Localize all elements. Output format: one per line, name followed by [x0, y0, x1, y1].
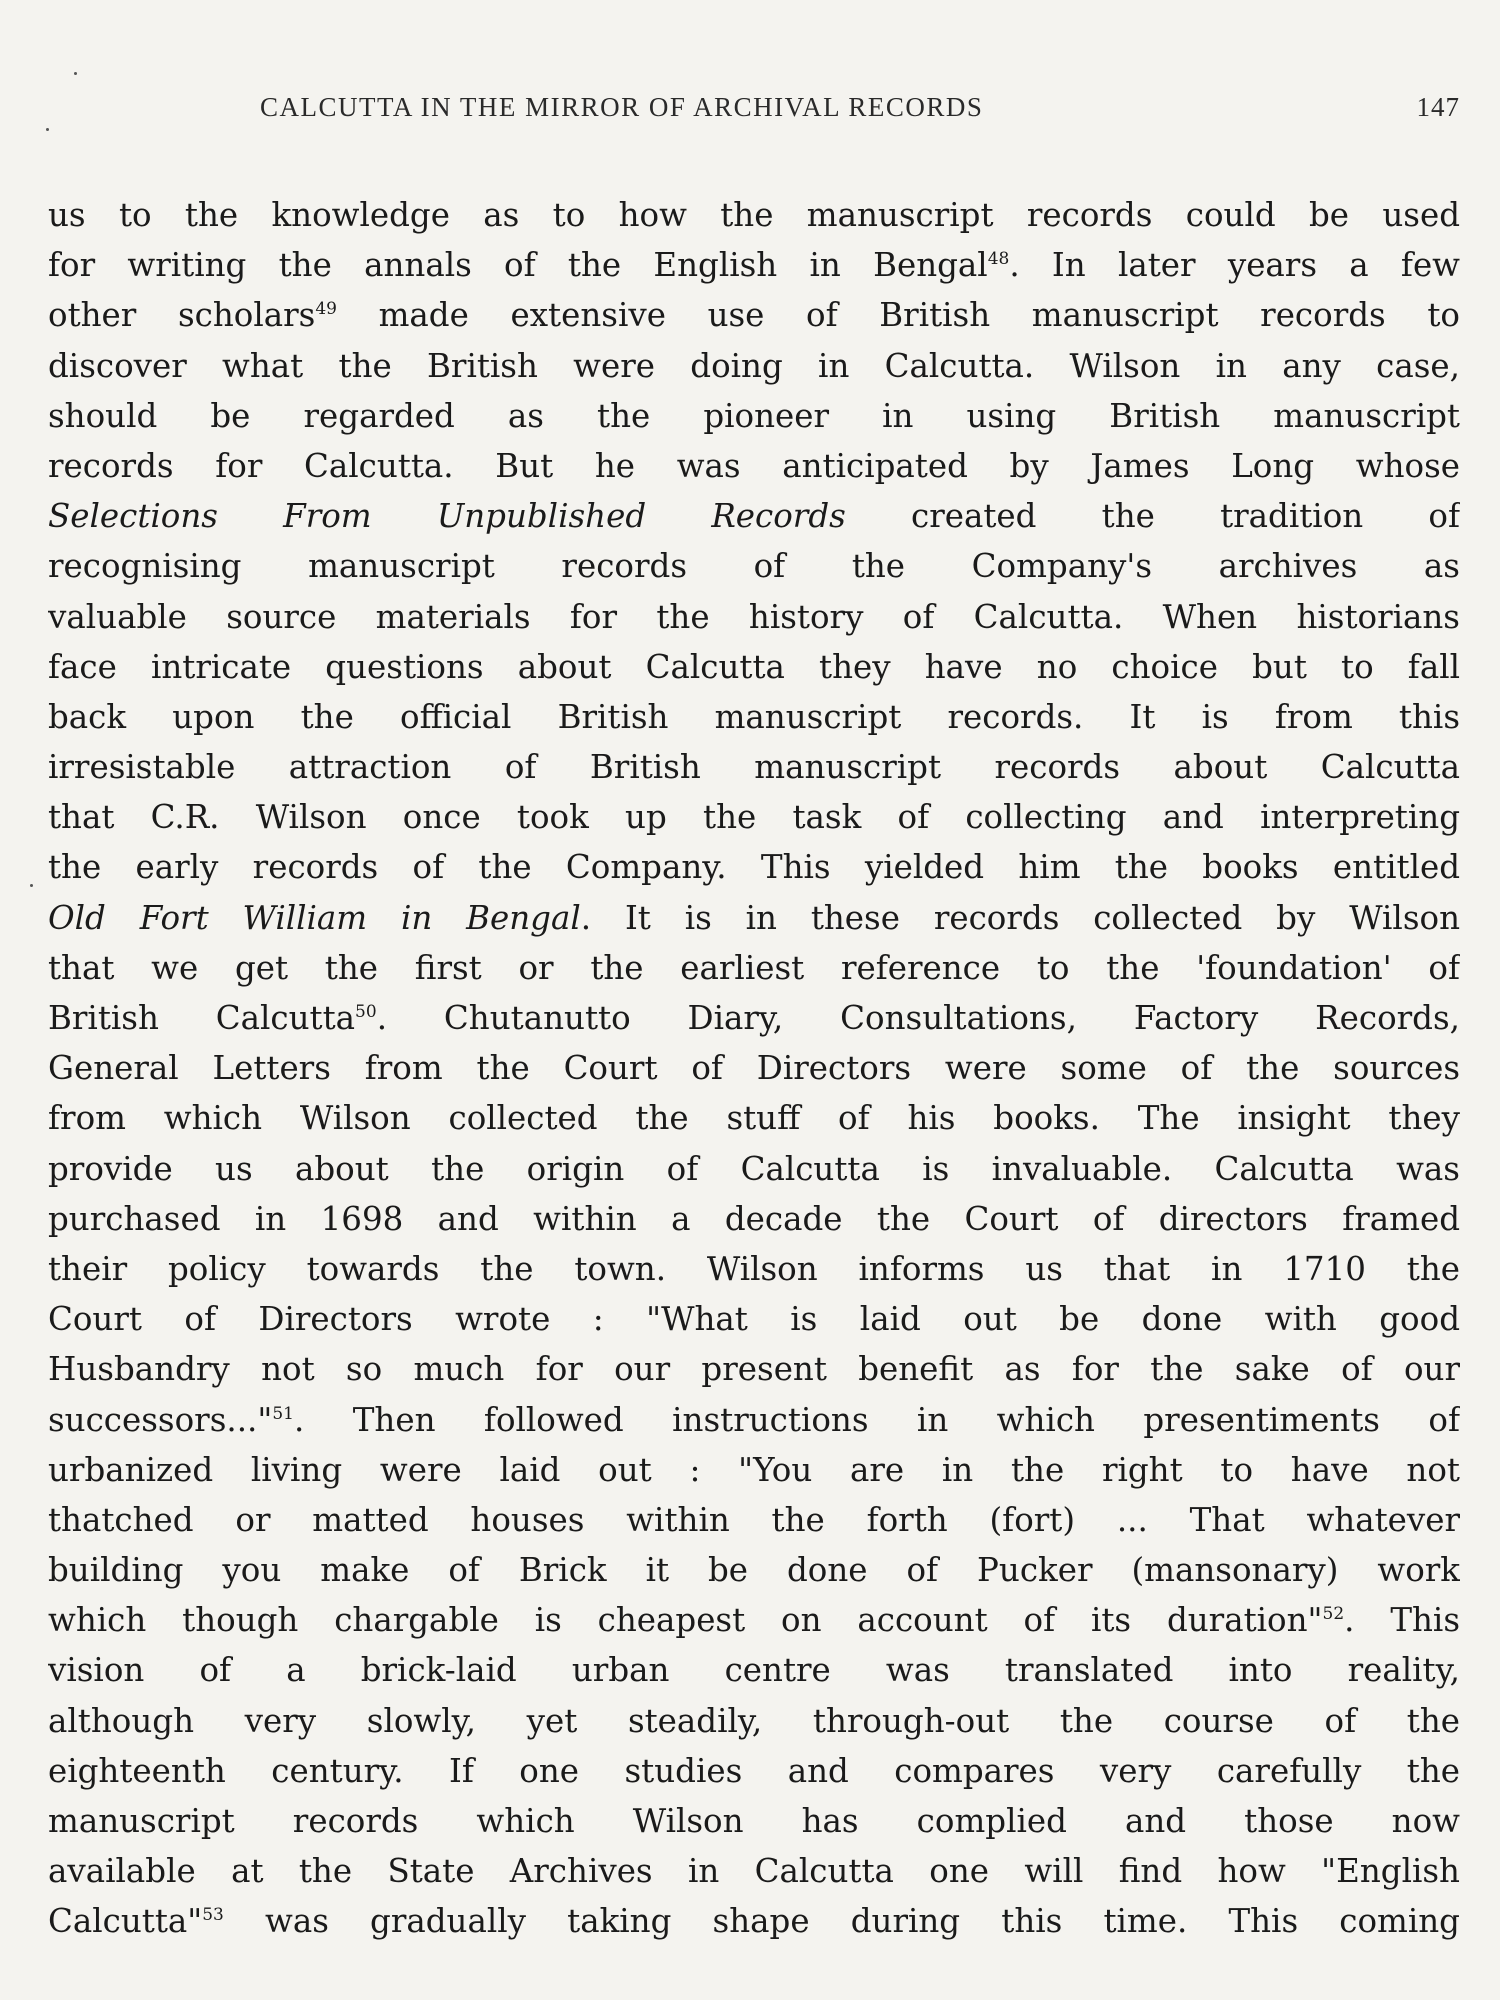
footnote-marker: 49	[315, 299, 337, 320]
text-run: valuable source materials for the history of Calcutta. When historians	[48, 597, 1460, 636]
text-line	[48, 1194, 1460, 1244]
text-line	[48, 1294, 1460, 1344]
text-line	[48, 391, 1460, 441]
text-line	[48, 943, 1460, 993]
text-run: face intricate questions about Calcutta they have no choice but to fall	[48, 647, 1460, 686]
text-run: that C.R. Wilson once took up the task of collecting and interpreting	[48, 798, 1460, 837]
text-line	[48, 742, 1460, 792]
text-line	[48, 190, 1460, 240]
text-run: thatched or matted houses within the forth (fort) ... That whatever	[48, 1500, 1460, 1539]
text-run: Calcutta"	[48, 1902, 203, 1941]
text-run: records for Calcutta. But he was anticipated by James Long whose	[48, 446, 1460, 485]
text-run: urbanized living were laid out : "You are in the right to have not	[48, 1450, 1460, 1489]
text-line	[48, 1495, 1460, 1545]
italic-title: Selections From Unpublished Records	[48, 497, 846, 536]
text-line	[48, 441, 1460, 491]
text-run: . In later years a few	[1009, 246, 1460, 285]
text-line	[48, 1696, 1460, 1746]
text-run: . This	[1344, 1601, 1460, 1640]
text-run: British Calcutta	[48, 999, 356, 1037]
text-line	[48, 993, 1460, 1043]
text-line	[48, 1043, 1460, 1093]
text-line	[48, 1144, 1460, 1194]
text-line	[48, 1445, 1460, 1495]
text-run: General Letters from the Court of Directors were some of the sources	[48, 1049, 1460, 1088]
text-line	[48, 842, 1460, 892]
text-run: available at the State Archives in Calcutta one will find how "English	[48, 1852, 1460, 1891]
text-line	[48, 240, 1460, 290]
text-run: Court of Directors wrote : "What is laid out be done with good	[48, 1300, 1460, 1339]
text-run: . Then followed instructions in which presentiments of	[293, 1400, 1460, 1439]
text-run: . It is in these records collected by Wilson	[580, 898, 1460, 937]
footnote-marker: 53	[202, 1905, 224, 1926]
text-run: us to the knowledge as to how the manuscript records could be used	[48, 196, 1460, 234]
text-line	[48, 1746, 1460, 1796]
text-line	[48, 1796, 1460, 1846]
text-run: discover what the British were doing in Calcutta. Wilson in any case,	[48, 346, 1460, 385]
text-run: created the tradition of	[845, 497, 1460, 536]
text-run: vision of a brick-laid urban centre was translated into reality,	[48, 1651, 1460, 1690]
text-line	[48, 1395, 1460, 1445]
text-line	[48, 491, 1460, 541]
italic-title: Old Fort William in Bengal	[48, 898, 581, 937]
print-speck	[74, 72, 77, 75]
text-line	[48, 1545, 1460, 1595]
text-line	[48, 1093, 1460, 1143]
text-line	[48, 1595, 1460, 1645]
text-run: was gradually taking shape during this time. This coming	[223, 1902, 1460, 1941]
page-number: 147	[1416, 92, 1460, 122]
text-run: should be regarded as the pioneer in using British manuscript	[48, 396, 1460, 435]
footnote-marker: 52	[1322, 1604, 1345, 1625]
text-line	[48, 893, 1460, 943]
text-run: that we get the first or the earliest reference to the 'foundation' of	[48, 948, 1460, 987]
text-run: successors..."	[48, 1400, 273, 1439]
text-line	[48, 290, 1460, 340]
print-speck	[30, 884, 33, 887]
text-run: other scholars	[48, 296, 316, 335]
text-run: back upon the official British manuscript records. It is from this	[48, 697, 1460, 736]
text-run: eighteenth century. If one studies and compares very carefully the	[48, 1751, 1460, 1790]
text-run: which though chargable is cheapest on account of its duration"	[48, 1601, 1323, 1640]
text-run: provide us about the origin of Calcutta is invaluable. Calcutta was	[48, 1149, 1460, 1188]
text-line	[48, 541, 1460, 591]
footnote-marker: 51	[272, 1403, 294, 1424]
running-header	[48, 92, 1460, 132]
text-line	[48, 1846, 1460, 1896]
text-line	[48, 1244, 1460, 1294]
text-run: building you make of Brick it be done of Pucker (mansonary) work	[48, 1551, 1460, 1590]
text-run: made extensive use of British manuscript records to	[336, 296, 1460, 335]
text-line	[48, 341, 1460, 391]
text-run: although very slowly, yet steadily, through-out the course of the	[48, 1701, 1460, 1740]
text-run: irresistable attraction of British manuscript records about Calcutta	[48, 748, 1460, 787]
text-run: their policy towards the town. Wilson informs us that in 1710 the	[48, 1249, 1460, 1288]
text-run: for writing the annals of the English in Bengal	[48, 246, 988, 285]
text-run: from which Wilson collected the stuff of his books. The insight they	[48, 1099, 1460, 1138]
text-run: recognising manuscript records of the Company's archives as	[48, 547, 1460, 586]
text-line	[48, 642, 1460, 692]
text-line	[48, 792, 1460, 842]
text-run: manuscript records which Wilson has complied and those now	[48, 1802, 1460, 1840]
text-line	[48, 592, 1460, 642]
text-line	[48, 1896, 1460, 1946]
text-run: the early records of the Company. This yielded him the books entitled	[48, 848, 1460, 887]
footnote-marker: 48	[987, 249, 1010, 270]
text-line	[48, 1645, 1460, 1695]
text-run: . Chutanutto Diary, Consultations, Factory Records,	[376, 999, 1460, 1037]
text-line	[48, 692, 1460, 742]
text-run: purchased in 1698 and within a decade the Court of directors framed	[48, 1199, 1460, 1238]
running-title: CALCUTTA IN THE MIRROR OF ARCHIVAL RECORDS	[260, 92, 984, 122]
footnote-marker: 50	[355, 1002, 377, 1022]
body-text	[48, 190, 1460, 1947]
text-run: Husbandry not so much for our present benefit as for the sake of our	[48, 1350, 1460, 1389]
text-line	[48, 1344, 1460, 1394]
